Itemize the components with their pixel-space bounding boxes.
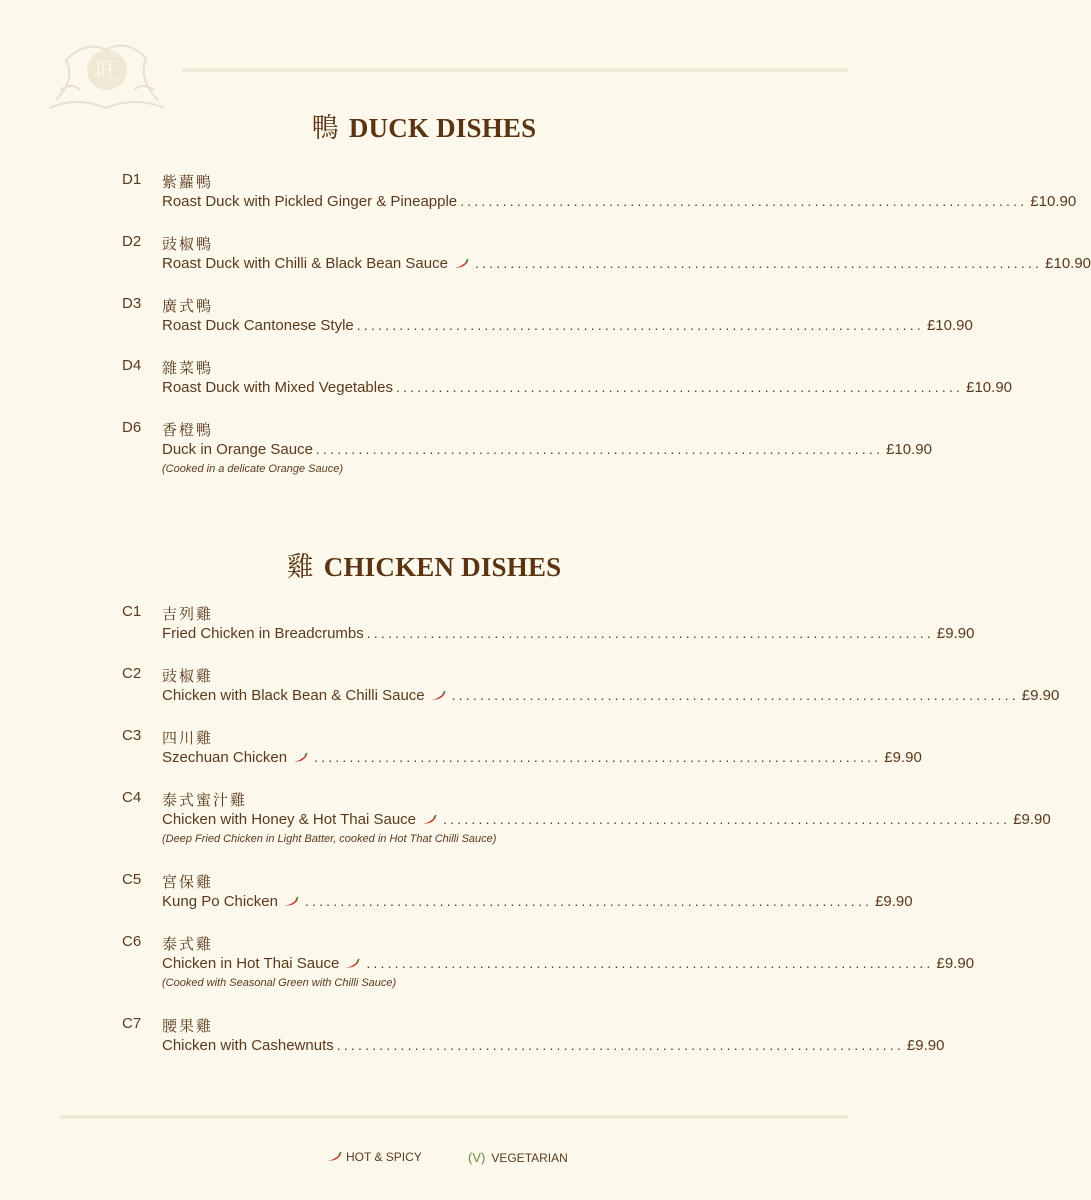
top-divider xyxy=(182,68,848,72)
restaurant-logo xyxy=(46,30,168,114)
item-description: (Cooked in a delicate Orange Sauce) xyxy=(162,463,343,475)
dot-leader: ................................................................................ xyxy=(336,1037,904,1053)
item-price: £10.90 xyxy=(966,379,1013,396)
item-code: C1 xyxy=(122,603,142,620)
bottom-divider xyxy=(60,1115,848,1119)
vegetarian-mark: (V) xyxy=(468,1150,486,1165)
dot-leader: ................................................................................ xyxy=(474,255,1043,271)
item-chinese-name: 腰果雞 xyxy=(162,1017,214,1035)
item-code: C2 xyxy=(122,665,142,682)
chilli-icon xyxy=(344,959,360,969)
item-chinese-name: 宮保雞 xyxy=(162,873,214,891)
chilli-icon xyxy=(292,753,308,763)
item-chinese-name: 香橙鴨 xyxy=(162,421,214,439)
item-price: £9.90 xyxy=(875,893,913,910)
dot-leader: ................................................................................ xyxy=(395,379,964,395)
item-code: D6 xyxy=(122,419,142,436)
item-chinese-name: 廣式鴨 xyxy=(162,297,214,315)
item-chinese-name: 泰式雞 xyxy=(162,935,214,953)
dot-leader: ................................................................................ xyxy=(443,811,1011,827)
item-price: £10.90 xyxy=(886,441,932,458)
item-name: Fried Chicken in Breadcrumbs xyxy=(162,625,364,642)
item-code: C3 xyxy=(122,727,142,744)
item-price: £10.90 xyxy=(926,317,973,334)
dot-leader: ................................................................................ xyxy=(366,625,934,641)
item-chinese-name: 豉椒鴨 xyxy=(162,235,214,253)
dot-leader: ................................................................................ xyxy=(315,441,884,457)
item-name: Chicken with Black Bean & Chilli Sauce xyxy=(162,687,425,704)
dot-leader: ................................................................................ xyxy=(356,317,924,333)
item-name: Roast Duck with Chilli & Black Bean Sauce xyxy=(162,255,448,272)
item-price: £9.90 xyxy=(906,1037,945,1054)
item-name: Roast Duck Cantonese Style xyxy=(162,317,354,334)
item-price: £10.90 xyxy=(1030,193,1077,210)
item-description: (Deep Fried Chicken in Light Batter, cooked in Hot That Chilli Sauce) xyxy=(162,833,497,845)
item-price: £9.90 xyxy=(884,749,922,766)
dot-leader: ................................................................................ xyxy=(460,193,1028,209)
section-title-chicken: 雞 CHICKEN DISHES xyxy=(286,552,562,583)
item-name: Roast Duck with Mixed Vegetables xyxy=(162,379,393,396)
item-chinese-name: 雜菜鴨 xyxy=(162,359,214,377)
item-chinese-name: 豉椒雞 xyxy=(162,667,214,685)
dot-leader: ................................................................................ xyxy=(451,687,1019,703)
chilli-icon xyxy=(453,259,469,269)
item-name: Kung Po Chicken xyxy=(162,893,278,910)
item-name: Chicken with Cashewnuts xyxy=(162,1037,334,1054)
legend-hot-spicy: HOT & SPICY xyxy=(326,1150,422,1164)
item-chinese-name: 四川雞 xyxy=(162,729,214,747)
item-code: C5 xyxy=(122,871,142,888)
item-code: D4 xyxy=(122,357,142,374)
legend-vegetarian: (V) VEGETARIAN xyxy=(468,1150,568,1165)
dot-leader: ................................................................................ xyxy=(314,749,882,765)
item-description: (Cooked with Seasonal Green with Chilli Sauce) xyxy=(162,977,397,989)
item-name: Szechuan Chicken xyxy=(162,749,288,766)
chilli-icon xyxy=(326,1152,342,1162)
item-price: £10.90 xyxy=(1045,255,1091,272)
item-name: Chicken with Honey & Hot Thai Sauce xyxy=(162,811,417,828)
dot-leader: ................................................................................ xyxy=(366,955,934,971)
item-chinese-name: 吉列雞 xyxy=(162,605,214,623)
item-code: C4 xyxy=(122,789,142,806)
logo-character: 旺 xyxy=(95,59,119,84)
item-code: C7 xyxy=(122,1015,142,1032)
chilli-icon xyxy=(421,815,437,825)
item-price: £9.90 xyxy=(936,955,975,972)
item-code: D2 xyxy=(122,233,142,250)
item-code: D3 xyxy=(122,295,142,312)
item-name: Duck in Orange Sauce xyxy=(162,441,313,458)
item-price: £9.90 xyxy=(1021,687,1060,704)
item-chinese-name: 紫蘿鴨 xyxy=(162,173,214,191)
item-name: Chicken in Hot Thai Sauce xyxy=(162,955,340,972)
chilli-icon xyxy=(283,897,299,907)
item-chinese-name: 泰式蜜汁雞 xyxy=(162,791,248,809)
item-price: £9.90 xyxy=(1013,811,1051,828)
item-price: £9.90 xyxy=(936,625,975,642)
item-name: Roast Duck with Pickled Ginger & Pineapple xyxy=(162,193,458,210)
item-code: C6 xyxy=(122,933,142,950)
chilli-icon xyxy=(430,691,446,701)
section-title-duck: 鴨 DUCK DISHES xyxy=(311,113,537,144)
item-code: D1 xyxy=(122,171,142,188)
dot-leader: ................................................................................ xyxy=(304,893,873,909)
